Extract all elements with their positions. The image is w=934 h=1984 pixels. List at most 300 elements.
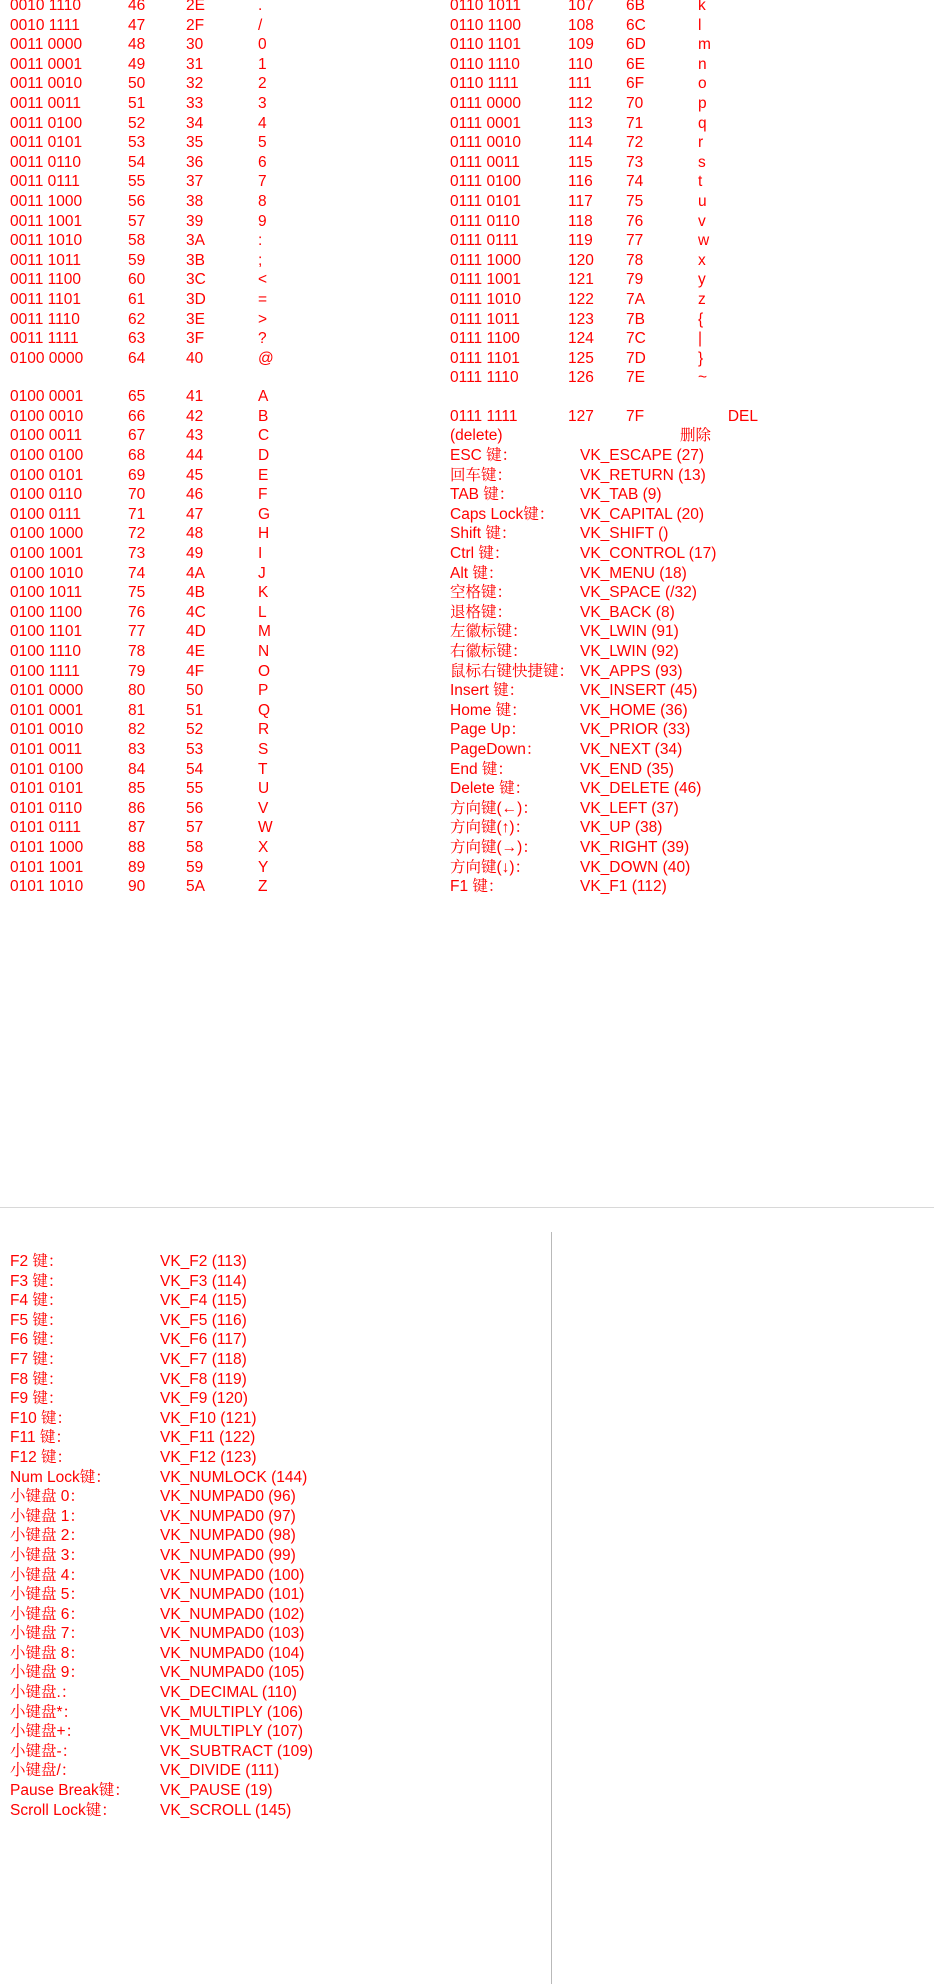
table-row	[450, 172, 768, 192]
key-name: F9 键：	[10, 1390, 64, 1408]
cell-hex: 2E	[186, 0, 205, 14]
key-name: F3 键：	[10, 1272, 64, 1290]
list-item	[10, 1683, 430, 1703]
cell-decimal: 72	[128, 525, 146, 543]
key-virtual-code: VK_END (35)	[580, 760, 674, 778]
key-name: 小键盘 1：	[10, 1507, 85, 1525]
cell-binary: 0100 0011	[10, 427, 83, 445]
cell-char: 0	[258, 36, 267, 54]
cell-hex: 72	[626, 134, 644, 152]
cell-decimal: 117	[568, 192, 593, 210]
list-item	[450, 740, 920, 760]
list-item	[10, 1761, 430, 1781]
list-item	[450, 720, 920, 740]
cell-decimal: 52	[128, 114, 146, 132]
cell-hex: 7D	[626, 349, 646, 367]
delete-hex: 7F	[626, 407, 645, 425]
cell-decimal: 74	[128, 564, 146, 582]
cell-char: =	[258, 290, 268, 308]
table-row	[10, 858, 328, 878]
key-virtual-code: VK_F5 (116)	[160, 1311, 247, 1329]
cell-decimal: 82	[128, 721, 146, 739]
horizontal-divider	[0, 1207, 934, 1208]
key-virtual-code: VK_MENU (18)	[580, 564, 687, 582]
key-name: Page Up：	[450, 721, 526, 739]
table-row	[10, 172, 328, 192]
cell-binary: 0101 1010	[10, 878, 84, 896]
cell-char: <	[258, 271, 268, 289]
cell-hex: 31	[186, 55, 204, 73]
list-item	[450, 642, 920, 662]
table-row	[450, 133, 768, 153]
cell-binary: 0010 1111	[10, 16, 80, 34]
cell-char: W	[258, 819, 273, 837]
cell-decimal: 70	[128, 486, 146, 504]
table-row	[10, 779, 328, 799]
cell-decimal: 50	[128, 75, 146, 93]
cell-binary: 0111 1110	[450, 369, 519, 387]
list-item	[450, 505, 920, 525]
cell-decimal: 119	[568, 232, 593, 250]
list-item	[450, 799, 920, 819]
cell-char: Y	[258, 858, 269, 876]
key-name: 空格键：	[450, 584, 513, 602]
ascii-table-left-rows	[10, 0, 328, 897]
key-name: Delete 键：	[450, 780, 531, 798]
key-virtual-code: VK_BACK (8)	[580, 603, 675, 621]
cell-binary: 0010 1110	[10, 0, 81, 14]
table-row	[10, 877, 328, 897]
cell-hex: 76	[626, 212, 644, 230]
cell-decimal: 58	[128, 232, 146, 250]
cell-binary: 0011 1110	[10, 310, 80, 328]
key-name: Ctrl 键：	[450, 545, 510, 563]
key-virtual-code: VK_NUMPAD0 (103)	[160, 1625, 305, 1643]
cell-hex: 32	[186, 75, 204, 93]
list-item	[450, 524, 920, 544]
cell-hex: 6B	[626, 0, 645, 14]
cell-decimal: 65	[128, 388, 146, 406]
cell-decimal: 115	[568, 153, 593, 171]
table-row	[10, 642, 328, 662]
cell-binary: 0101 0000	[10, 682, 84, 700]
list-item	[10, 1291, 430, 1311]
table-row	[10, 153, 328, 173]
ascii-table-right-rows	[450, 0, 768, 388]
table-row	[10, 505, 328, 525]
cell-decimal: 54	[128, 153, 146, 171]
key-name: 小键盘 9：	[10, 1664, 85, 1682]
table-row	[450, 0, 768, 16]
list-item	[10, 1330, 430, 1350]
cell-hex: 35	[186, 134, 204, 152]
cell-binary: 0101 0101	[10, 780, 84, 798]
ascii-delete-note	[450, 426, 920, 446]
cell-hex: 43	[186, 427, 204, 445]
list-item	[450, 485, 920, 505]
table-row	[10, 583, 328, 603]
list-item	[10, 1566, 430, 1586]
cell-hex: 75	[626, 192, 644, 210]
key-name: F12 键：	[10, 1448, 73, 1466]
cell-decimal: 78	[128, 643, 146, 660]
cell-hex: 7E	[626, 369, 645, 387]
cell-binary: 0101 0001	[10, 701, 84, 719]
cell-hex: 4F	[186, 662, 205, 680]
cell-hex: 4A	[186, 564, 205, 582]
key-name: Insert 键：	[450, 682, 525, 700]
cell-hex: 2F	[186, 16, 205, 34]
cell-decimal: 69	[128, 466, 146, 484]
virtual-key-list-bottom	[10, 1252, 430, 1820]
cell-hex: 54	[186, 760, 204, 778]
table-row	[10, 290, 328, 310]
list-item	[450, 603, 920, 623]
cell-char: U	[258, 780, 270, 798]
cell-char: A	[258, 388, 269, 406]
cell-char: >	[258, 310, 268, 328]
cell-hex: 46	[186, 486, 204, 504]
key-name: F10 键：	[10, 1409, 73, 1427]
table-row	[450, 16, 768, 36]
table-row	[10, 740, 328, 760]
cell-binary: 0111 0011	[450, 153, 520, 171]
cell-char: {	[698, 310, 704, 328]
cell-hex: 7A	[626, 290, 645, 308]
cell-hex: 47	[186, 505, 204, 523]
spacer-cell	[10, 368, 328, 387]
table-row	[10, 603, 328, 623]
cell-decimal: 76	[128, 603, 146, 621]
cell-decimal: 126	[568, 369, 594, 387]
key-virtual-code: VK_F3 (114)	[160, 1272, 247, 1290]
key-name: 小键盘 8：	[10, 1644, 85, 1662]
cell-binary: 0111 0110	[450, 212, 520, 230]
list-item	[10, 1252, 430, 1272]
ascii-table-left	[10, 0, 410, 897]
key-name: TAB 键：	[450, 486, 515, 504]
list-item	[450, 838, 920, 858]
key-virtual-code: VK_F9 (120)	[160, 1390, 248, 1408]
cell-binary: 0111 1001	[450, 271, 521, 289]
list-item	[10, 1409, 430, 1429]
cell-binary: 0111 0010	[450, 134, 521, 152]
cell-binary: 0111 1011	[450, 310, 520, 328]
table-row	[10, 407, 328, 427]
key-virtual-code: VK_F10 (121)	[160, 1409, 257, 1427]
table-row	[450, 212, 768, 232]
cell-hex: 45	[186, 466, 204, 484]
cell-char: S	[258, 740, 269, 758]
cell-hex: 44	[186, 447, 204, 465]
cell-hex: 3E	[186, 310, 205, 328]
delete-note-right: 删除	[680, 427, 712, 445]
cell-binary: 0100 1010	[10, 564, 84, 582]
delete-binary: 0111 1111	[450, 407, 518, 425]
table-row	[10, 35, 328, 55]
cell-char: y	[698, 271, 706, 289]
cell-char: v	[698, 212, 706, 230]
cell-char: z	[698, 290, 706, 308]
cell-char: M	[258, 623, 271, 641]
cell-hex: 48	[186, 525, 204, 543]
list-item	[10, 1722, 430, 1742]
cell-hex: 79	[626, 271, 644, 289]
key-name: F2 键：	[10, 1253, 64, 1270]
cell-char: G	[258, 505, 271, 523]
cell-hex: 78	[626, 251, 644, 269]
table-row	[10, 212, 328, 232]
cell-binary: 0100 0100	[10, 447, 84, 465]
key-name: End 键：	[450, 760, 513, 778]
list-item	[450, 760, 920, 780]
cell-decimal: 125	[568, 349, 594, 367]
table-row	[10, 622, 328, 642]
cell-char: w	[698, 232, 710, 250]
cell-binary: 0111 0101	[450, 192, 521, 210]
key-name: 小键盘-：	[10, 1742, 78, 1760]
key-name: Caps Lock键：	[450, 505, 555, 523]
cell-decimal: 114	[568, 134, 593, 152]
list-item	[10, 1605, 430, 1625]
cell-char: }	[698, 349, 704, 367]
cell-binary: 0100 0000	[10, 349, 84, 367]
cell-decimal: 66	[128, 407, 146, 425]
list-item	[450, 466, 920, 486]
list-item	[10, 1272, 430, 1292]
key-virtual-code: VK_CONTROL (17)	[580, 545, 717, 563]
cell-char: X	[258, 838, 269, 856]
table-row	[450, 192, 768, 212]
key-virtual-code: VK_UP (38)	[580, 819, 663, 837]
cell-binary: 0101 1000	[10, 838, 84, 856]
cell-char: O	[258, 662, 271, 680]
gap-spacer	[450, 388, 920, 407]
list-item	[10, 1624, 430, 1644]
key-name: Alt 键：	[450, 564, 504, 582]
table-row	[10, 720, 328, 740]
cell-char: K	[258, 584, 269, 602]
cell-binary: 0101 0010	[10, 721, 84, 739]
cell-char: Z	[258, 878, 268, 896]
table-row	[10, 426, 328, 446]
cell-hex: 40	[186, 349, 204, 367]
table-row	[10, 564, 328, 584]
table-row	[450, 290, 768, 310]
cell-hex: 71	[626, 114, 644, 132]
key-virtual-code: VK_NUMPAD0 (98)	[160, 1527, 296, 1545]
key-name: 右徽标键：	[450, 643, 528, 660]
key-name: 小键盘 7：	[10, 1625, 85, 1643]
list-item	[10, 1448, 430, 1468]
cell-decimal: 120	[568, 251, 594, 269]
cell-hex: 3F	[186, 330, 205, 348]
cell-char: 4	[258, 114, 267, 132]
cell-decimal: 111	[568, 75, 592, 93]
table-row	[450, 35, 768, 55]
table-row	[10, 349, 328, 369]
cell-binary: 0100 1011	[10, 584, 83, 602]
cell-char: C	[258, 427, 270, 445]
cell-char: B	[258, 407, 269, 425]
key-virtual-code: VK_F11 (122)	[160, 1429, 256, 1447]
key-virtual-code: VK_DECIMAL (110)	[160, 1684, 297, 1702]
list-item	[10, 1703, 430, 1723]
list-item	[450, 779, 920, 799]
cell-binary: 0110 1100	[450, 16, 521, 34]
list-item	[10, 1742, 430, 1762]
cell-hex: 4C	[186, 603, 206, 621]
cell-binary: 0100 1111	[10, 662, 80, 680]
cell-decimal: 73	[128, 545, 146, 563]
cell-hex: 36	[186, 153, 204, 171]
key-name: Scroll Lock键：	[10, 1801, 117, 1819]
cell-hex: 57	[186, 819, 204, 837]
key-name: 方向键(←)：	[450, 799, 538, 817]
cell-binary: 0011 0111	[10, 173, 80, 191]
cell-char: q	[698, 114, 707, 132]
key-name: 小键盘 0：	[10, 1488, 85, 1506]
cell-binary: 0110 1110	[450, 55, 520, 73]
key-name: F11 键：	[10, 1429, 71, 1447]
table-row	[10, 329, 328, 349]
cell-decimal: 63	[128, 330, 146, 348]
table-row	[450, 329, 768, 349]
table-row	[10, 133, 328, 153]
cell-binary: 0011 1010	[10, 232, 83, 250]
cell-char: 7	[258, 173, 267, 191]
cell-char: /	[258, 16, 263, 34]
cell-char: .	[258, 0, 263, 14]
key-virtual-code: VK_NUMPAD0 (105)	[160, 1664, 305, 1682]
cell-hex: 34	[186, 114, 204, 132]
list-item	[450, 583, 920, 603]
key-name: 小键盘 3：	[10, 1546, 85, 1564]
cell-hex: 3A	[186, 232, 205, 250]
key-virtual-code: VK_NUMPAD0 (99)	[160, 1546, 296, 1564]
cell-binary: 0101 0100	[10, 760, 84, 778]
key-virtual-code: VK_NUMPAD0 (100)	[160, 1566, 305, 1584]
table-row	[450, 55, 768, 75]
key-name: 小键盘 6：	[10, 1605, 85, 1623]
table-row	[10, 310, 328, 330]
key-name: 小键盘*：	[10, 1703, 79, 1721]
table-row	[10, 0, 328, 16]
cell-hex: 55	[186, 780, 204, 798]
table-row	[10, 74, 328, 94]
cell-binary: 0111 0100	[450, 173, 521, 191]
key-name: 小键盘 4：	[10, 1566, 85, 1584]
table-row	[450, 114, 768, 134]
cell-char: 2	[258, 75, 267, 93]
cell-decimal: 121	[568, 271, 594, 289]
cell-decimal: 60	[128, 271, 146, 289]
table-row	[450, 94, 768, 114]
list-item	[10, 1663, 430, 1683]
cell-char: x	[698, 251, 706, 269]
key-name: 小键盘.：	[10, 1684, 77, 1702]
key-name: Pause Break键：	[10, 1782, 130, 1800]
table-row	[10, 818, 328, 838]
table-row	[450, 368, 768, 388]
table-row	[10, 231, 328, 251]
cell-decimal: 113	[568, 114, 593, 132]
key-name: Shift 键：	[450, 525, 517, 543]
key-name: Num Lock键：	[10, 1468, 111, 1486]
cell-decimal: 77	[128, 623, 146, 641]
cell-char: 8	[258, 192, 267, 210]
table-row	[10, 114, 328, 134]
list-item	[10, 1389, 430, 1409]
cell-binary: 0100 1000	[10, 525, 84, 543]
cell-decimal: 87	[128, 819, 146, 837]
cell-binary: 0101 0011	[10, 740, 83, 758]
cell-binary: 0101 0110	[10, 799, 83, 817]
cell-decimal: 116	[568, 173, 593, 191]
cell-decimal: 48	[128, 36, 146, 54]
key-name: F1 键：	[450, 878, 504, 896]
cell-decimal: 68	[128, 447, 146, 465]
cell-binary: 0110 1011	[450, 0, 521, 14]
cell-char: V	[258, 799, 269, 817]
cell-hex: 6C	[626, 16, 646, 34]
table-row	[10, 838, 328, 858]
cell-decimal: 59	[128, 251, 146, 269]
cell-char: H	[258, 525, 270, 543]
cell-decimal: 79	[128, 662, 146, 680]
cell-hex: 30	[186, 36, 204, 54]
key-virtual-code: VK_NUMPAD0 (102)	[160, 1605, 305, 1623]
cell-hex: 74	[626, 173, 644, 191]
list-item	[10, 1526, 430, 1546]
cell-hex: 6D	[626, 36, 646, 54]
cell-char: m	[698, 36, 711, 54]
delete-decimal: 127	[568, 407, 594, 425]
cell-binary: 0100 1110	[10, 643, 81, 660]
list-item	[10, 1350, 430, 1370]
cell-binary: 0111 1101	[450, 349, 520, 367]
cell-decimal: 84	[128, 760, 146, 778]
table-row	[10, 466, 328, 486]
key-virtual-code: VK_ESCAPE (27)	[580, 447, 705, 465]
cell-binary: 0011 1101	[10, 290, 81, 308]
cell-hex: 58	[186, 838, 204, 856]
list-item	[10, 1801, 430, 1821]
cell-char: ;	[258, 251, 263, 269]
list-item	[450, 662, 920, 682]
list-item	[10, 1546, 430, 1566]
cell-hex: 59	[186, 858, 204, 876]
key-virtual-code: VK_INSERT (45)	[580, 682, 698, 700]
cell-decimal: 85	[128, 780, 146, 798]
list-item	[10, 1781, 430, 1801]
key-name: F6 键：	[10, 1331, 64, 1349]
list-item	[450, 877, 920, 897]
key-virtual-code: VK_MULTIPLY (106)	[160, 1703, 304, 1721]
cell-char: n	[698, 55, 707, 73]
cell-decimal: 123	[568, 310, 594, 328]
cell-decimal: 51	[128, 94, 146, 112]
cell-char: u	[698, 192, 707, 210]
cell-char: N	[258, 643, 270, 660]
cell-binary: 0100 0010	[10, 407, 84, 425]
key-virtual-code: VK_NEXT (34)	[580, 740, 683, 758]
cell-char: ?	[258, 330, 267, 348]
cell-binary: 0100 1100	[10, 603, 83, 621]
cell-hex: 6F	[626, 75, 645, 93]
list-item	[450, 701, 920, 721]
table-row	[10, 192, 328, 212]
